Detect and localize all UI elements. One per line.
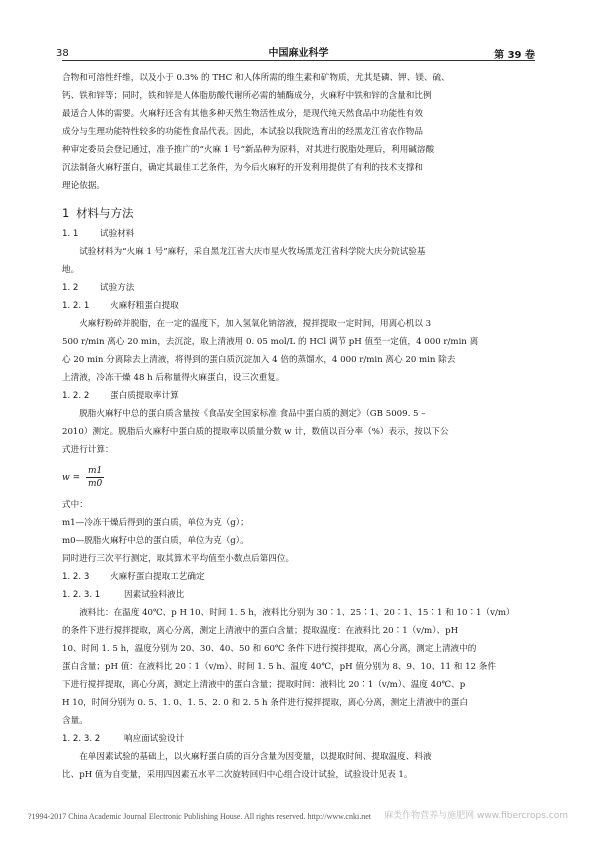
paragraph-heading: [62, 730, 535, 748]
text-line: 试验材料为“火麻 1 号”麻籽，采自黑龙江省大庆市星火牧场黑龙江省科学院大庆分院试验基: [79, 247, 426, 257]
formula-note: 同时进行三次平行测定，取其算术平均值至小数点后第四位。: [62, 554, 295, 564]
paragraph-heading: [62, 586, 535, 604]
formula-fraction: [86, 465, 104, 490]
formula-lhs: w =: [62, 473, 81, 483]
text-line: 心 20 min 分离除去上清液，将得到的蛋白质沉淀加入 4 倍的蒸馏水，4 000 r/min 离心 20 min 除去: [62, 355, 456, 365]
text-line: 钙、铁和锌等；同时，铁和锌是人体脂肪酸代谢所必需的辅酶成分，火麻籽中铁和锌的含量和比例: [62, 91, 432, 101]
journal-title: 中国麻业科学: [268, 48, 329, 59]
formula-where: 式中：: [62, 500, 88, 510]
copyright-line: ?1994-2017 China Academic Journal Electronic Publishing House. All rights reserved. http://www.cnki.net: [28, 812, 371, 821]
subsubsection-number: 1. 2. 2: [62, 391, 90, 401]
subsection-number: 1. 2: [62, 283, 79, 293]
subsection-number: 1. 1: [62, 229, 79, 239]
text-line: 下进行搅拌提取，离心分离，测定上清液中的蛋白含量；提取时间：液料比 20∶1（v/m）、温度 40℃、p: [62, 680, 466, 690]
text-line: 10、时间 1. 5 h，温度分别为 20、30、40、50 和 60℃ 条件下进行搅拌提取，离心分离，测定上清液中的: [62, 644, 477, 654]
text-line: 的条件下进行搅拌提取，离心分离，测定上清液中的蛋白含量；提取温度：在液料比 20∶1（v/m）、pH: [62, 626, 459, 636]
formula-definition: m1—冷冻干燥后得到的蛋白质，单位为克（g）；: [62, 518, 249, 528]
text-line: 液料比：在温度 40℃、p H 10、时间 1. 5 h，液料比分别为 30∶1、25∶1、20∶1、15∶1 和 10∶1（v/m）: [79, 608, 515, 618]
subsection-heading: [62, 225, 535, 243]
intro-paragraph: [62, 69, 535, 195]
subsubsection-number: 1. 2. 3: [62, 572, 90, 582]
text-line: 种审定委员会登记通过，准予推广的“火麻 1 号”新品种为原料，对其进行脱脂处理后，利用碱溶酸: [62, 145, 435, 155]
volume-label: 第 39 卷: [494, 50, 535, 61]
subsubsection-heading: [62, 568, 535, 586]
text-line: 上清液，冷冻干燥 48 h 后称量得火麻蛋白，设三次重复。: [62, 373, 285, 383]
watermark-text: 麻类作物营养与施肥网 www.fibercrops.com: [384, 811, 568, 821]
subsubsection-title: 火麻籽粗蛋白提取: [110, 301, 179, 311]
paragraph-title: 响应面试验设计: [124, 734, 185, 744]
subsection-heading: [62, 279, 535, 297]
page-footer: [28, 812, 568, 821]
text-line: 在单因素试验的基础上，以火麻籽蛋白质的百分含量为因变量，以提取时间、提取温度、料液: [79, 752, 432, 762]
text-line: 火麻籽粉碎并脱脂，在一定的温度下，加入氢氧化钠溶液，搅拌提取一定时间，用离心机以 3: [79, 319, 432, 329]
text-line: 理论依据。: [62, 181, 105, 191]
subsubsection-title: 蛋白质提取率计算: [110, 391, 179, 401]
text-line: 地。: [62, 265, 80, 275]
text-line: 最适合人体的需要。火麻籽还含有其他多种天然生物活性成分，是现代纯天然食品中功能性有效: [62, 109, 423, 119]
text-line: H 10，时间分别为 0. 5、1. 0、1. 5、2. 0 和 2. 5 h 条件进行搅拌提取，离心分离，测定上清液中的蛋白: [62, 698, 468, 708]
text-line: 含量。: [62, 716, 88, 726]
section-heading: [62, 205, 535, 221]
subsubsection-number: 1. 2. 1: [62, 301, 90, 311]
text-line: 沉法制备火麻籽蛋白，确定其最佳工艺条件，为今后火麻籽的开发利用提供了有利的技术支撑和: [62, 163, 423, 173]
paper-page: [56, 40, 535, 784]
formula-denominator: m0: [87, 479, 103, 489]
extraction-rate-formula: [62, 465, 535, 490]
text-line: 式进行计算：: [62, 445, 114, 455]
text-line: 2010）测定。脱脂后火麻籽中蛋白质的提取率以质量分数 w 计，数值以百分率（%）表示，按以下公: [62, 427, 449, 437]
paragraph-number: 1. 2. 3. 2: [62, 734, 101, 744]
text-line: 蛋白含量；pH 值：在液料比 20∶1（v/m）、时间 1. 5 h、温度 40℃，pH 值分别为 8、9、10、11 和 12 条件: [62, 662, 496, 672]
text-line: 500 r/min 离心 20 min，去沉淀，取上清液用 0. 05 mol/L 的 HCl 调节 pH 值至一定值，4 000 r/min 离: [62, 337, 479, 347]
running-header: [56, 40, 535, 61]
text-line: 成分与生理功能特性较多的功能性食品代表。因此，本试验以我院选育出的经黑龙江省农作物品: [62, 127, 423, 137]
subsection-title: 试验材料: [100, 229, 135, 239]
section-number: 1: [62, 206, 70, 220]
paragraph-title: 因素试验料液比: [124, 590, 185, 600]
formula-definition: m0—脱脂火麻籽中总的蛋白质，单位为克（g）。: [62, 536, 249, 546]
subsubsection-heading: [62, 297, 535, 315]
paragraph-number: 1. 2. 3. 1: [62, 590, 101, 600]
subsection-title: 试验方法: [100, 283, 135, 293]
text-line: 比、pH 值为自变量，采用四因素五水平二次旋转回归中心组合设计试验，试验设计见表 1。: [62, 770, 413, 780]
subsubsection-title: 火麻籽蛋白提取工艺确定: [110, 572, 205, 582]
subsubsection-heading: [62, 387, 535, 405]
page-number: 38: [56, 48, 69, 59]
text-line: 脱脂火麻籽中总的蛋白质含量按《食品安全国家标准 食品中蛋白质的测定》（GB 5009. 5 –: [79, 409, 426, 419]
section-title: 材料与方法: [76, 206, 134, 220]
text-line: 合物和可溶性纤维，以及小于 0.3% 的 THC 和人体所需的维生素和矿物质，尤其是磷、钾、镁、硫、: [62, 73, 450, 83]
formula-numerator: m1: [87, 466, 103, 476]
